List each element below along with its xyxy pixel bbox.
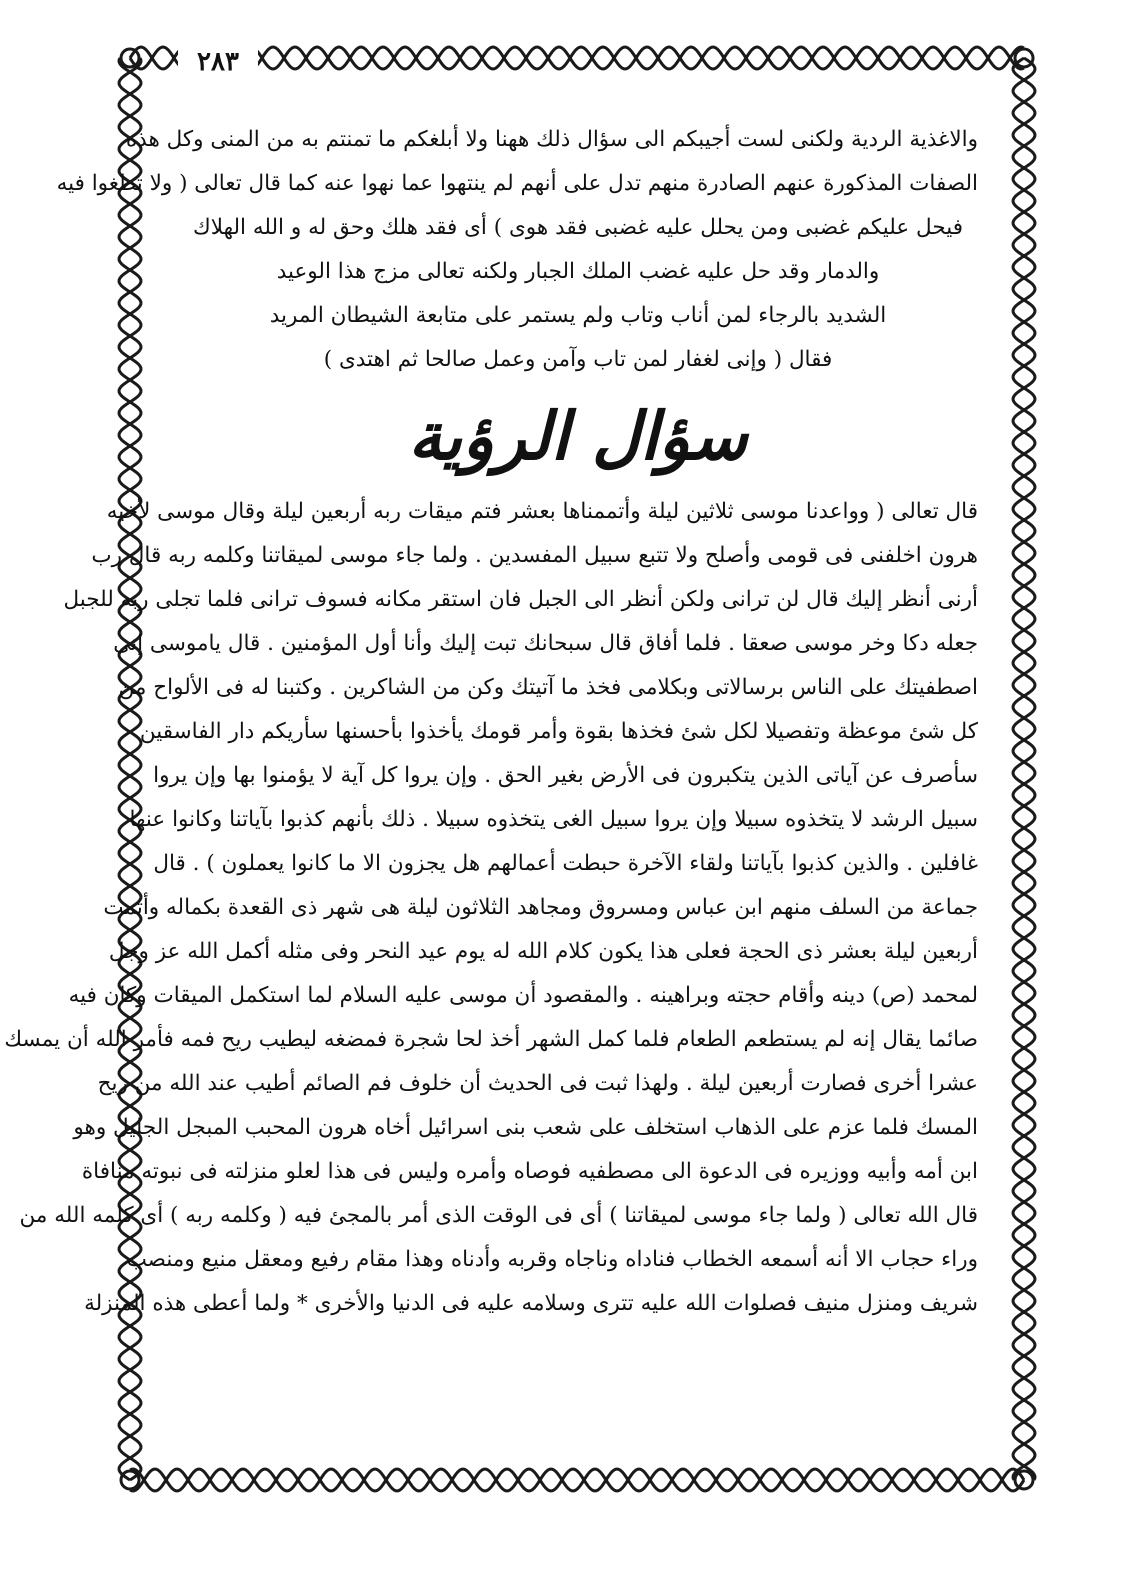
text-line: عشرا أخرى فصارت أربعين ليلة . ولهذا ثبت فى الحديث أن خلوف فم الصائم أطيب عند الله من ريح: [97, 1071, 978, 1096]
text-line: والدمار وقد حل عليه غضب الملك الجبار ولكنه تعالى مزج هذا الوعيد: [276, 259, 880, 284]
text-line: ابن أمه وأبيه ووزيره فى الدعوة الى مصطفيه فوصاه وأمره وليس فى هذا لعلو منزلته فى نبوته منافاة: [81, 1159, 978, 1184]
text-line: الشديد بالرجاء لمن أناب وتاب ولم يستمر على متابعة الشيطان المريد: [269, 303, 887, 328]
intro-paragraph: [56, 118, 978, 382]
text-line: شريف ومنزل منيف فصلوات الله عليه تترى وسلامه عليه فى الدنيا والأخرى * ولما أعطى هذه المنزلة: [84, 1291, 978, 1316]
body-paragraph: [4, 490, 978, 1326]
text-line: لمحمد (ص) دينه وأقام حجته وبراهينه . والمقصود أن موسى عليه السلام لما استكمل الميقات وكان فيه: [68, 983, 978, 1008]
text-line: قال تعالى ( وواعدنا موسى ثلاثين ليلة وأتممناها بعشر فتم ميقات ربه أربعين ليلة وقال موسى لأخيه: [106, 499, 978, 524]
text-line: اصطفيتك على الناس برسالاتى وبكلامى فخذ ما آتيتك وكن من الشاكرين . وكتبنا له فى الألواح من: [118, 675, 978, 700]
text-line: أرنى أنظر إليك قال لن ترانى ولكن أنظر الى الجبل فان استقر مكانه فسوف ترانى فلما تجلى ربه للجبل: [63, 587, 978, 612]
text-line: كل شئ موعظة وتفصيلا لكل شئ فخذها بقوة وأمر قومك يأخذوا بأحسنها سأريكم دار الفاسقين: [139, 719, 978, 744]
text-line: سأصرف عن آياتى الذين يتكبرون فى الأرض بغير الحق . وإن يروا كل آية لا يؤمنوا بها وإن يروا: [153, 763, 978, 788]
text-line: غافلين . والذين كذبوا بآياتنا ولقاء الآخرة حبطت أعمالهم هل يجزون الا ما كانوا يعملون ) . قال: [153, 851, 978, 876]
text-line: سبيل الرشد لا يتخذوه سبيلا وإن يروا سبيل الغى يتخذوه سبيلا . ذلك بأنهم كذبوا بآياتنا وكانوا عنها: [129, 807, 978, 832]
page-text: [4, 118, 978, 1326]
text-line: قال الله تعالى ( ولما جاء موسى لميقاتنا ) أى فى الوقت الذى أمر بالمجئ فيه ( وكلمه ربه ) أى كلمه الله من: [19, 1203, 978, 1228]
text-line: هرون اخلفنى فى قومى وأصلح ولا تتبع سبيل المفسدين . ولما جاء موسى لميقاتنا وكلمه ربه قال رب: [91, 543, 978, 568]
text-line: الصفات المذكورة عنهم الصادرة منهم تدل على أنهم لم ينتهوا عما نهوا عنه كما قال تعالى ( ولا تطغوا فيه: [56, 171, 978, 196]
text-line: والاغذية الردية ولكنى لست أجيبكم الى سؤال ذلك ههنا ولا أبلغكم ما تمنتم به من المنى وكل هذه: [125, 127, 978, 152]
text-line: فقال ( وإنى لغفار لمن تاب وآمن وعمل صالحا ثم اهتدى ): [323, 347, 833, 372]
text-line: فيحل عليكم غضبى ومن يحلل عليه غضبى فقد هوى ) أى فقد هلك وحق له و الله الهلاك: [193, 215, 963, 240]
text-line: المسك فلما عزم على الذهاب استخلف على شعب بنى اسرائيل أخاه هرون المحبب المبجل الجليل وهو: [73, 1115, 978, 1140]
text-line: صائما يقال إنه لم يستطعم الطعام فلما كمل الشهر أخذ لحا شجرة فمضغه ليطيب ريح فمه فأمر الله أن يمسك: [4, 1027, 978, 1052]
section-title: سؤال الرؤية: [408, 397, 748, 475]
text-line: أربعين ليلة بعشر ذى الحجة فعلى هذا يكون كلام الله له يوم عيد النحر وفى مثله أكمل الله عز وجل: [108, 939, 978, 964]
text-line: جماعة من السلف منهم ابن عباس ومسروق ومجاهد الثلاثون ليلة هى شهر ذى القعدة بكماله وأتمت: [103, 895, 978, 920]
page-number: ٢٨٣: [178, 44, 258, 80]
text-line: جعله دكا وخر موسى صعقا . فلما أفاق قال سبحانك تبت إليك وأنا أول المؤمنين . قال ياموسى إنى: [113, 631, 978, 656]
text-line: وراء حجاب الا أنه أسمعه الخطاب فناداه وناجاه وقربه وأدناه وهذا مقام رفيع ومعقل منيع ومنصب: [126, 1247, 978, 1272]
